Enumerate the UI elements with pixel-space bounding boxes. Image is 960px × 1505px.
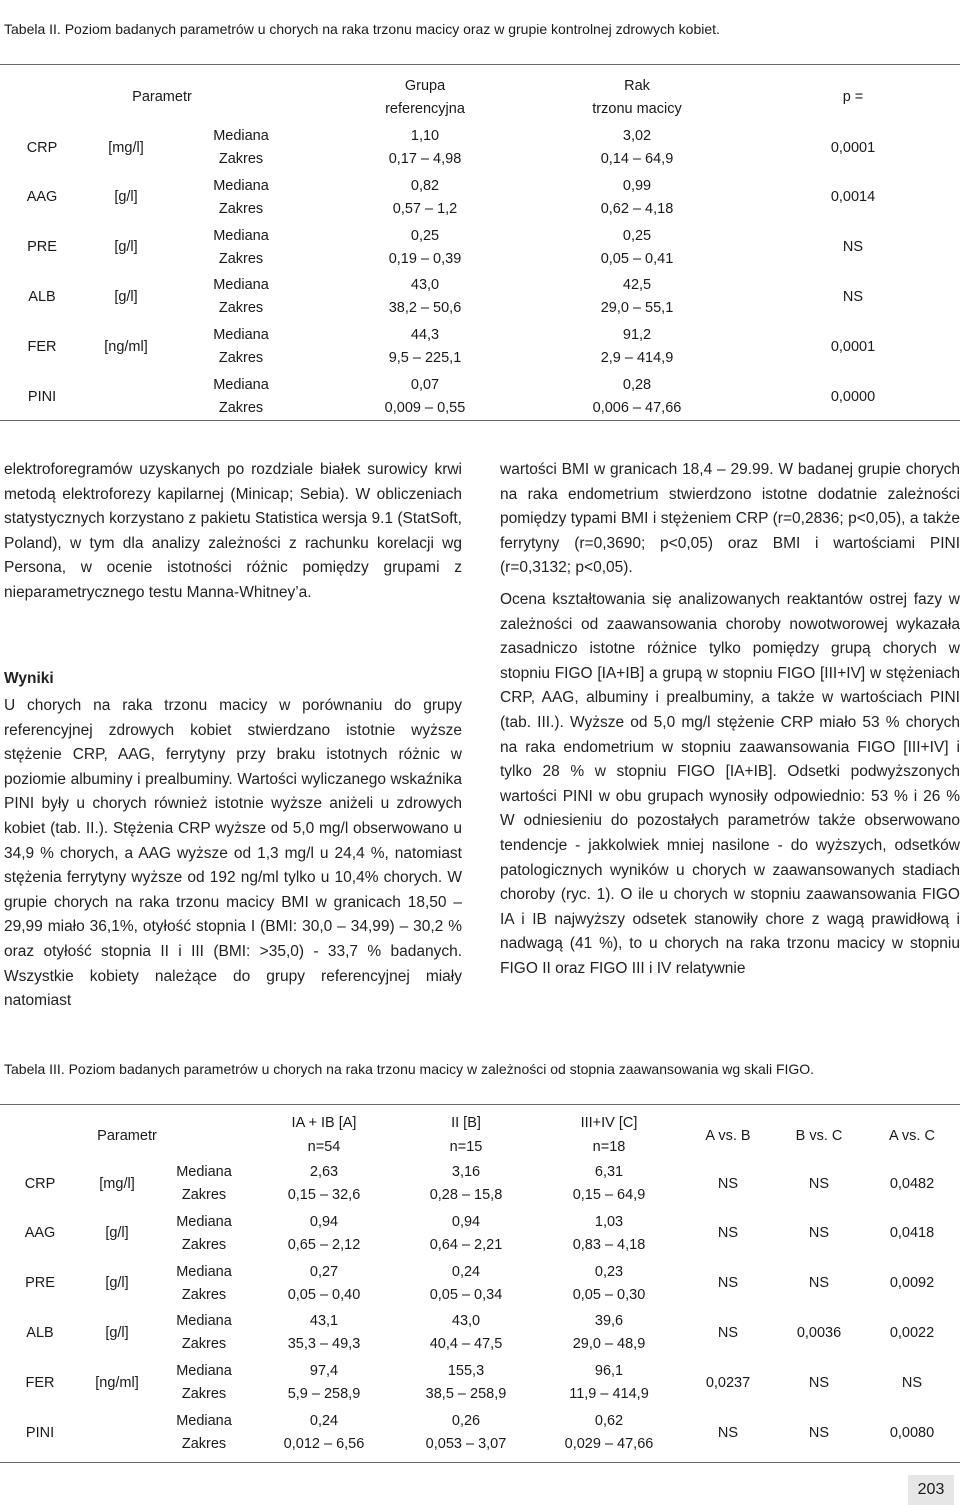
group2-range: 0,14 – 64,9 (600, 151, 674, 167)
row-parameter-name: FER (27, 338, 57, 355)
row-label-mediana: Mediana (213, 128, 269, 144)
group1-range: 0,19 – 0,39 (388, 250, 462, 267)
p-b-vs-c: NS (808, 1275, 830, 1292)
group1-median: 0,25 (410, 227, 440, 244)
table2-header-group2-line1: Rak (624, 78, 650, 94)
row-label-mediana: Mediana (213, 277, 269, 294)
group-a-median: 0,24 (309, 1413, 339, 1429)
group-a-median: 97,4 (309, 1363, 339, 1380)
group1-range: 38,2 – 50,6 (388, 300, 462, 317)
right-paragraph-1: wartości BMI w granicach 18,4 – 29.99. W badanej grupie chorych na raka endometrium stwierdzono istotne dodatnie zależności pomiędzy typami BMI i stężeniem CRP (r=0,2836; p<0,05), a także ferrytyny (r=0,3690; p<0,05) oraz BMI i wartościami PINI (r=0,3132; p<0,05). (500, 461, 960, 577)
group-a-range: 0,65 – 2,12 (287, 1236, 361, 1253)
row-unit: [g/l] (105, 1324, 129, 1341)
group-c-range: 0,029 – 47,66 (564, 1436, 654, 1452)
group-b-range: 0,053 – 3,07 (425, 1436, 507, 1452)
row-parameter-name: PINI (27, 388, 57, 405)
table2-header-group1-line2: referencyjna (385, 101, 465, 117)
table2-bottom-rule (0, 420, 960, 421)
row-parameter-name: PRE (27, 239, 57, 256)
p-b-vs-c: 0,0036 (796, 1324, 842, 1341)
table2-caption: Tabela II. Poziom badanych parametrów u chorych na raka trzonu macicy oraz w grupie kontrolnej zdrowych kobiet. (4, 21, 720, 37)
group-b-median: 3,16 (451, 1164, 481, 1180)
group-a-median: 0,27 (309, 1263, 339, 1280)
group-a-range: 0,15 – 32,6 (287, 1187, 361, 1203)
p-a-vs-b: NS (717, 1225, 739, 1242)
p-a-vs-b: NS (717, 1424, 739, 1441)
p-b-vs-c: NS (808, 1225, 830, 1242)
group-b-range: 0,64 – 2,21 (429, 1236, 503, 1253)
p-a-vs-c: 0,0080 (889, 1424, 935, 1441)
row-label-zakres: Zakres (218, 250, 264, 267)
group-a-range: 35,3 – 49,3 (287, 1336, 361, 1353)
row-unit: [mg/l] (108, 139, 144, 156)
row-unit: [g/l] (105, 1225, 129, 1242)
table3-header-b-line2: n=15 (449, 1139, 483, 1155)
group2-range: 0,006 – 47,66 (592, 400, 682, 416)
table2-header-group2-line2: trzonu macicy (592, 101, 682, 117)
p-a-vs-b: NS (717, 1275, 739, 1292)
row-label-mediana: Mediana (176, 1213, 232, 1230)
row-label-zakres: Zakres (218, 200, 264, 217)
group-c-range: 29,0 – 48,9 (572, 1336, 646, 1353)
group2-median: 42,5 (622, 277, 652, 294)
row-label-mediana: Mediana (176, 1263, 232, 1280)
table3-header-c-line2: n=18 (592, 1139, 626, 1155)
group-b-median: 0,26 (451, 1413, 481, 1429)
row-label-zakres: Zakres (181, 1187, 227, 1203)
row-label-zakres: Zakres (181, 1386, 227, 1403)
page-number: 203 (908, 1475, 954, 1505)
row-parameter-name: FER (25, 1374, 55, 1391)
group1-range: 0,57 – 1,2 (392, 200, 458, 217)
row-label-mediana: Mediana (213, 227, 269, 244)
p-value: 0,0001 (830, 139, 876, 156)
group-a-range: 0,012 – 6,56 (283, 1436, 365, 1452)
table2-top-rule (0, 64, 960, 65)
group-c-range: 0,05 – 0,30 (572, 1286, 646, 1303)
row-parameter-name: PINI (25, 1424, 55, 1441)
group-c-range: 0,83 – 4,18 (572, 1236, 646, 1253)
p-value: 0,0000 (830, 388, 876, 405)
row-unit: [g/l] (114, 239, 138, 256)
group1-range: 0,17 – 4,98 (388, 151, 462, 167)
group-c-median: 1,03 (594, 1213, 624, 1230)
row-label-mediana: Mediana (213, 177, 269, 194)
right-paragraph-2: Ocena kształtowania się analizowanych reaktantów ostrej fazy w zależności od zaawansowania choroby nowotworowej wykazała zasadniczo istotne różnice tylko pomiędzy grupą chorych w stopniu FIGO [IA+IB] a grupą w stopniu FIGO [III+IV] w stężeniach CRP, AAG, albuminy i prealbuminy, a także w wartościach PINI (tab. III.). Wyższe od 5,0 mg/l stężenie CRP miało 53 % chorych na raka endometrium w stopniu zaawansowania FIGO [III+IV] i tylko 28 % w stopniu FIGO [IA+IB]. Odsetki podwyższonych wartości PINI w obu grupach wynosiły odpowiednio: 53 % i 26 % W odniesieniu do pozostałych parametrów także obserwowano tendencje - jakkolwiek mniej nasilone - do wyższych, odsetków patologicznych wyników u chorych w zaawansowanych stadiach choroby (ryc. 1). O ile u chorych w stopniu zaawansowania FIGO IA i IB najwyższy odsetek stanowiły chore z wagą prawidłową i nadwagą (41 %), to u chorych na raka trzonu macicy w stopniu FIGO II oraz FIGO III i IV relatywnie (500, 591, 960, 977)
group-b-range: 0,28 – 15,8 (429, 1187, 503, 1203)
row-parameter-name: AAG (26, 189, 58, 206)
row-label-zakres: Zakres (218, 151, 264, 167)
p-value: NS (842, 239, 864, 256)
row-parameter-name: AAG (24, 1225, 56, 1242)
group-c-median: 96,1 (594, 1363, 624, 1380)
row-parameter-name: ALB (26, 1324, 54, 1341)
p-a-vs-c: NS (901, 1374, 923, 1391)
p-b-vs-c: NS (808, 1374, 830, 1391)
row-label-zakres: Zakres (218, 400, 264, 416)
group2-range: 0,62 – 4,18 (600, 200, 674, 217)
row-label-zakres: Zakres (181, 1336, 227, 1353)
group-b-median: 0,94 (451, 1213, 481, 1230)
group1-median: 0,82 (410, 177, 440, 194)
row-unit: [mg/l] (99, 1175, 135, 1192)
row-label-mediana: Mediana (176, 1313, 232, 1330)
group-a-median: 0,94 (309, 1213, 339, 1230)
row-label-mediana: Mediana (213, 327, 269, 344)
p-b-vs-c: NS (808, 1424, 830, 1441)
row-parameter-name: CRP (26, 139, 58, 156)
table3-header-parametr: Parametr (97, 1128, 157, 1144)
table3-caption: Tabela III. Poziom badanych parametrów u chorych na raka trzonu macicy w zależności od stopnia zaawansowania wg skali FIGO. (4, 1061, 815, 1077)
table3-header-a-vs-b: A vs. B (705, 1128, 751, 1144)
group2-median: 0,99 (622, 177, 652, 194)
row-unit: [g/l] (114, 288, 138, 305)
row-label-zakres: Zakres (181, 1436, 227, 1452)
p-a-vs-c: 0,0482 (889, 1175, 935, 1192)
group2-range: 2,9 – 414,9 (600, 350, 674, 367)
group-a-median: 2,63 (309, 1164, 339, 1180)
group-c-median: 39,6 (594, 1313, 624, 1330)
p-value: NS (842, 288, 864, 305)
table3-header-a-line1: IA + IB [A] (291, 1115, 357, 1131)
row-label-zakres: Zakres (181, 1236, 227, 1253)
table3-top-rule (0, 1104, 960, 1105)
table3-header-a-vs-c: A vs. C (889, 1128, 935, 1144)
table3-header-c-line1: III+IV [C] (580, 1115, 638, 1131)
group-b-range: 40,4 – 47,5 (429, 1336, 503, 1353)
group-a-range: 0,05 – 0,40 (287, 1286, 361, 1303)
group1-median: 0,07 (410, 377, 440, 393)
group1-median: 1,10 (410, 128, 440, 144)
table3-header-a-line2: n=54 (307, 1139, 341, 1155)
group-b-median: 0,24 (451, 1263, 481, 1280)
row-unit: [ng/ml] (104, 338, 148, 355)
p-b-vs-c: NS (808, 1175, 830, 1192)
row-unit: [ng/ml] (95, 1374, 139, 1391)
left-paragraph-2: U chorych na raka trzonu macicy w porównaniu do grupy referencyjnej zdrowych kobiet stwierdzano istotnie wyższe stężenie CRP, AAG, ferrytyny przy braku istotnych różnic w poziomie albuminy i prealbuminy. Wartości wyliczanego wskaźnika PINI były u chorych również istotnie wyższe aniżeli u zdrowych kobiet (tab. II.). Stężenia CRP wyższe od 5,0 mg/l obserwowano u 34,9 % chorych, a AAG wyższe od 1,3 mg/l u 24,4 %, natomiast stężenia ferrytyny wyższe od 192 ng/ml tylko u 10,4% chorych. W grupie chorych na raka trzonu macicy BMI w granicach 18,50 – 29,99 miało 36,1%, otyłość stopnia I (BMI: 30,0 – 34,99) – 30,2 % oraz otyłość stopnia II i III (BMI: >35,0) - 33,7 % badanych. Wszystkie kobiety należące do grupy referencyjnej miały natomiast (4, 697, 462, 1010)
group-c-median: 6,31 (594, 1164, 624, 1180)
p-a-vs-c: 0,0092 (889, 1275, 935, 1292)
row-unit: [g/l] (105, 1275, 129, 1292)
table2-header-group1-line1: Grupa (404, 78, 446, 94)
group-a-median: 43,1 (309, 1313, 339, 1330)
row-label-mediana: Mediana (176, 1164, 232, 1180)
p-value: 0,0001 (830, 338, 876, 355)
group1-range: 0,009 – 0,55 (384, 400, 466, 416)
p-a-vs-c: 0,0418 (889, 1225, 935, 1242)
row-label-zakres: Zakres (181, 1286, 227, 1303)
group1-median: 43,0 (410, 277, 440, 294)
group-b-median: 43,0 (451, 1313, 481, 1330)
group2-median: 0,28 (622, 377, 652, 393)
p-a-vs-b: 0,0237 (705, 1374, 751, 1391)
group-c-median: 0,62 (594, 1413, 624, 1429)
row-parameter-name: PRE (25, 1275, 55, 1292)
row-label-mediana: Mediana (176, 1413, 232, 1429)
row-parameter-name: CRP (24, 1175, 56, 1192)
group-b-range: 38,5 – 258,9 (425, 1386, 507, 1403)
group2-median: 91,2 (622, 327, 652, 344)
group-a-range: 5,9 – 258,9 (287, 1386, 361, 1403)
table2-header-p: p = (842, 89, 864, 105)
p-a-vs-b: NS (717, 1324, 739, 1341)
left-paragraph-1: elektroforegramów uzyskanych po rozdziale białek surowicy krwi metodą elektroforezy kapilarnej (Minicap; Sebia). W obliczeniach statystycznych korzystano z pakietu Statistica wersja 9.1 (StatSoft, Poland), w tym dla analizy zależności z rachunku korelacji wg Persona, w ocenie istotności różnic pomiędzy grupami z nieparametrycznego testu Manna-Whitney’a. (4, 461, 462, 601)
p-value: 0,0014 (830, 189, 876, 206)
table3-bottom-rule (0, 1462, 960, 1463)
p-a-vs-b: NS (717, 1175, 739, 1192)
table2-header-parametr: Parametr (132, 89, 192, 105)
group2-median: 0,25 (622, 227, 652, 244)
group2-range: 0,05 – 0,41 (600, 250, 674, 267)
group-c-range: 0,15 – 64,9 (572, 1187, 646, 1203)
group2-median: 3,02 (622, 128, 652, 144)
group-b-median: 155,3 (447, 1363, 485, 1380)
row-unit: [g/l] (114, 189, 138, 206)
table3-header-b-vs-c: B vs. C (795, 1128, 843, 1144)
p-a-vs-c: 0,0022 (889, 1324, 935, 1341)
table3-header-b-line1: II [B] (451, 1115, 481, 1131)
group2-range: 29,0 – 55,1 (600, 300, 674, 317)
section-heading-wyniki: Wyniki (4, 670, 54, 687)
group1-median: 44,3 (410, 327, 440, 344)
group-c-range: 11,9 – 414,9 (569, 1386, 649, 1403)
group1-range: 9,5 – 225,1 (388, 350, 462, 367)
group-b-range: 0,05 – 0,34 (429, 1286, 503, 1303)
row-parameter-name: ALB (28, 288, 56, 305)
row-label-mediana: Mediana (213, 377, 269, 393)
row-label-zakres: Zakres (218, 300, 264, 317)
group-c-median: 0,23 (594, 1263, 624, 1280)
row-label-mediana: Mediana (176, 1363, 232, 1380)
row-label-zakres: Zakres (218, 350, 264, 367)
